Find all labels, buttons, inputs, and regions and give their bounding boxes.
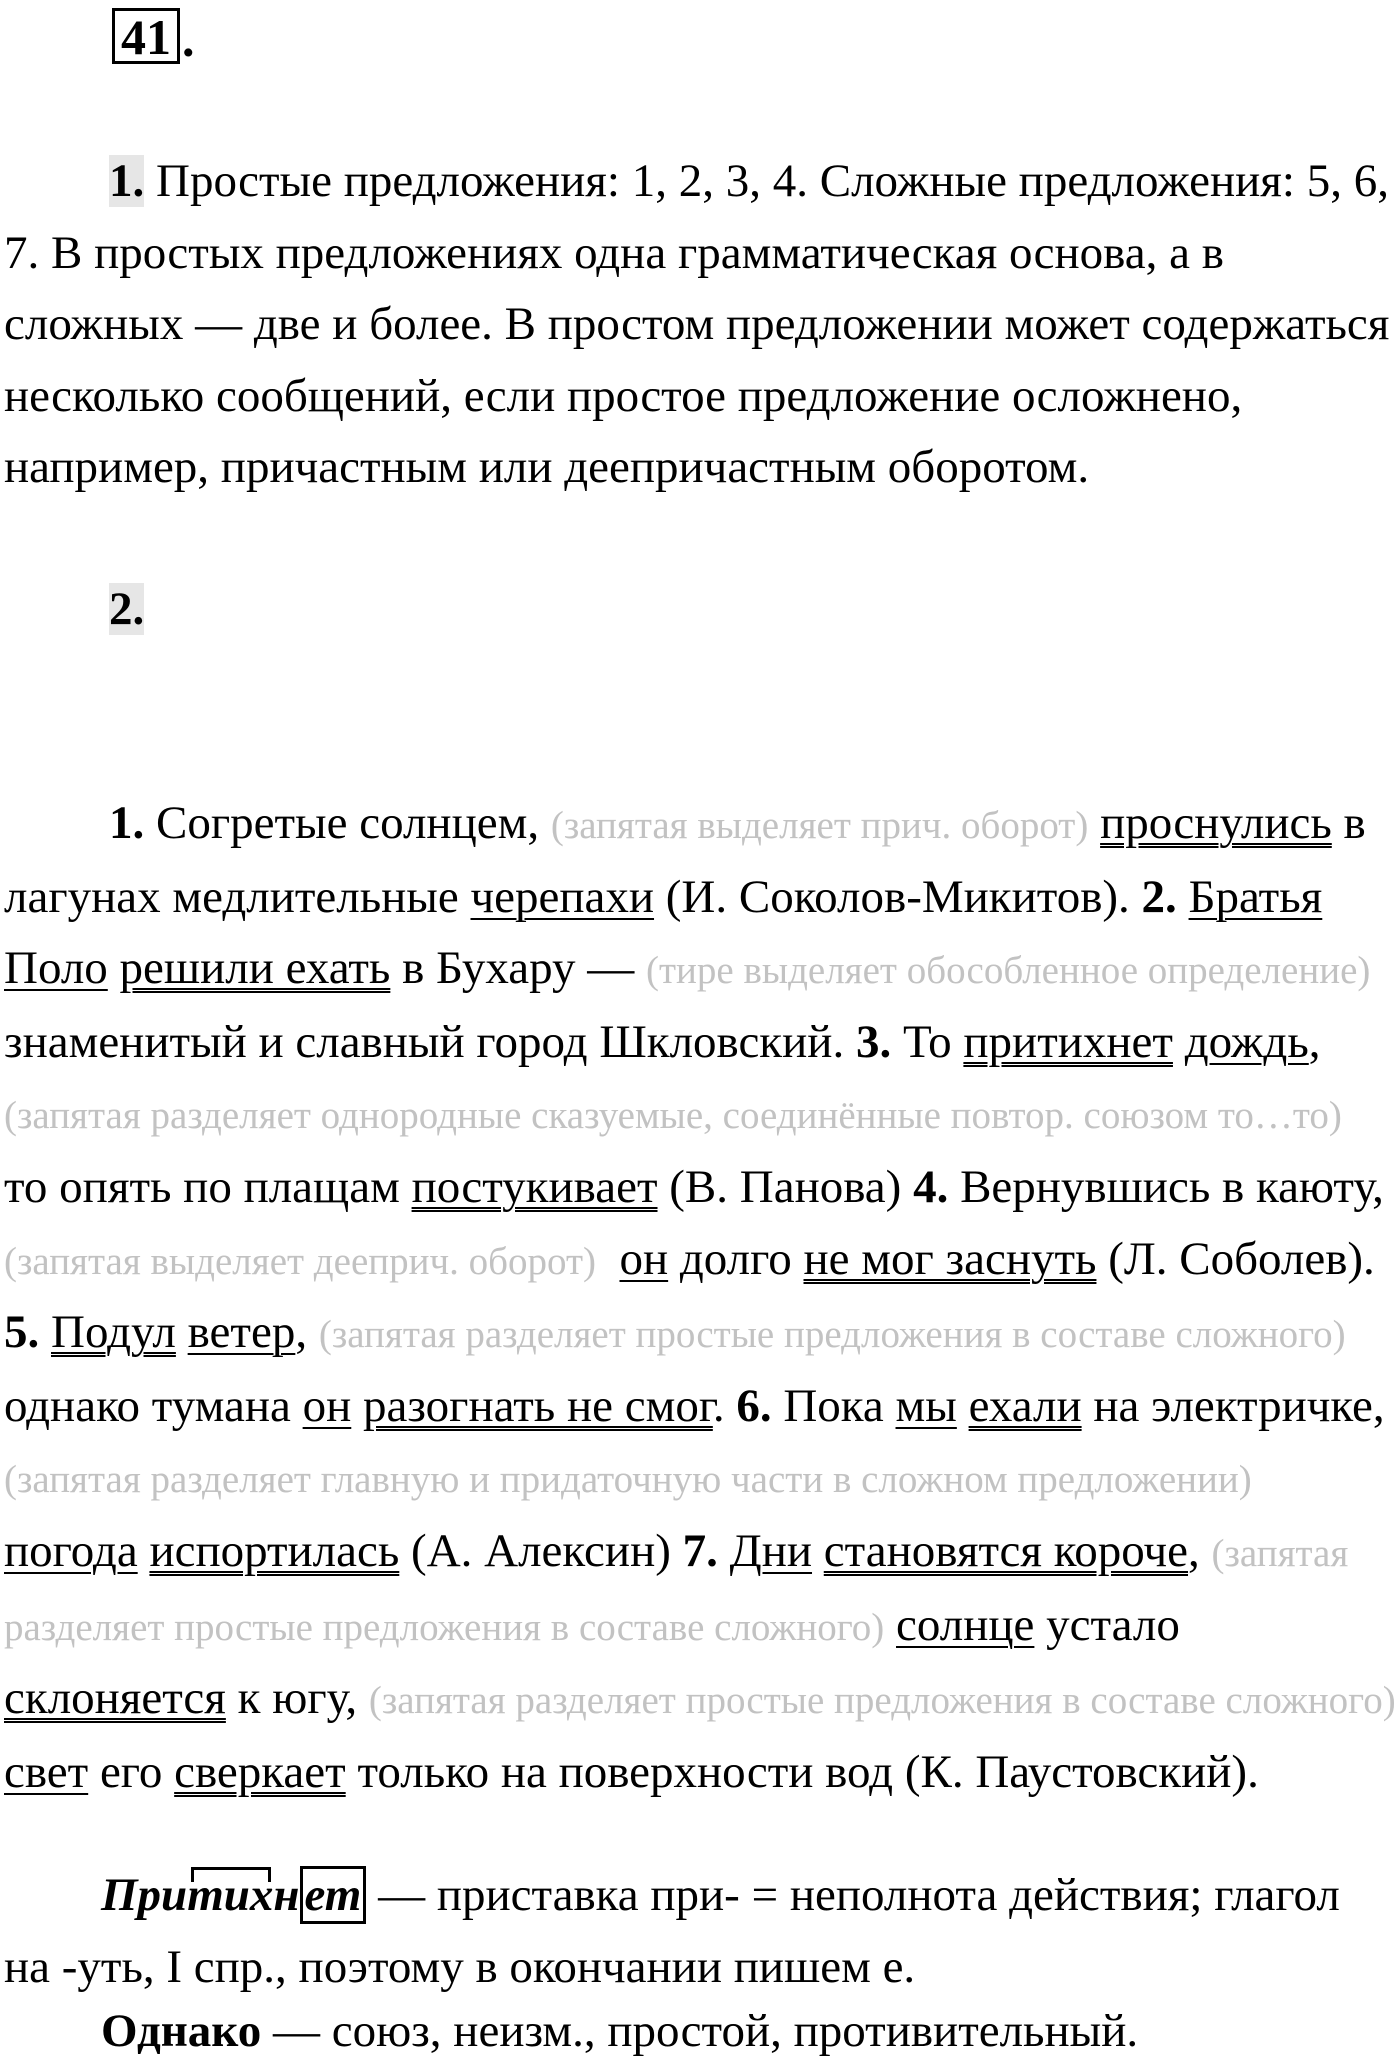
sentence-text: .: [712, 1379, 737, 1432]
word-root: тих: [187, 1869, 274, 1921]
sentence-text: на электричке,: [1081, 1379, 1385, 1432]
sentence-text: к югу,: [225, 1672, 369, 1725]
part-1-paragraph: [4, 146, 1396, 504]
punctuation-note: (запятая разделяет простые предложения в составе сложного): [318, 1313, 1346, 1357]
predicate: не мог заснуть: [803, 1232, 1097, 1285]
predicate: решили ехать: [119, 942, 391, 995]
analysis-2-paragraph: [4, 1996, 1396, 2068]
subject: мы: [895, 1379, 957, 1432]
subject: Дни: [729, 1524, 813, 1577]
sentence-text: Согретые солнцем,: [144, 797, 551, 849]
subject: дождь: [1184, 1015, 1309, 1068]
part-1-text: Простые предложения: 1, 2, 3, 4. Сложные предложения: 5, 6, 7. В простых предложениях одна грамматическая основа, а в сложных — две и более. В простом предложении может содержаться несколько сообщений, если простое предложение осложнено, например, причастным или деепричастным оборотом.: [4, 155, 1390, 494]
sentence-text: ,: [1188, 1524, 1212, 1577]
predicate: становятся короче: [823, 1524, 1189, 1577]
punctuation-note: (запятая выделяет прич. оборот): [550, 804, 1089, 847]
exercise-number-dot: .: [182, 11, 195, 67]
sentence-text: только на поверхности вод (К. Паустовский).: [345, 1745, 1259, 1798]
punctuation-note: (тире выделяет обособленное определение): [645, 949, 1371, 993]
sentence-text: однако тумана: [4, 1379, 303, 1432]
part-1-marker: 1.: [109, 155, 145, 207]
subject: погода: [4, 1524, 138, 1577]
sentence-text: ,: [295, 1306, 319, 1359]
sentence-text: устало: [1034, 1598, 1180, 1651]
sentence-7-number: 7.: [682, 1524, 718, 1577]
sentence-text: его: [88, 1745, 175, 1798]
sentence-4-number: 4.: [913, 1160, 949, 1213]
sentences-block: [4, 788, 1396, 1808]
predicate: ехали: [968, 1379, 1082, 1432]
exercise-number-box: 41: [112, 8, 180, 64]
analysis-2-word: Однако: [101, 2005, 262, 2057]
word-suffix: н: [273, 1869, 300, 1921]
predicate: разогнать не смог: [363, 1379, 713, 1432]
predicate: постукивает: [411, 1160, 658, 1213]
punctuation-note: (запятая разделяет главную и придаточную части в сложном предложении): [4, 1458, 1252, 1502]
morphemic-word: [101, 1866, 366, 1924]
punctuation-note: (запятая разделяет простые предложения в составе сложного): [368, 1679, 1396, 1723]
sentence-3-number: 3.: [855, 1015, 892, 1068]
sentence-text: (Л. Соболев).: [1096, 1232, 1375, 1285]
sentence-text: то опять по плащам: [4, 1160, 412, 1213]
sentence-text: Пока: [771, 1379, 896, 1432]
subject: свет: [4, 1745, 89, 1798]
predicate: Подул: [51, 1306, 176, 1359]
punctuation-note: (запятая разделяет однородные сказуемые, соединённые повтор. союзом то…то): [4, 1094, 1342, 1138]
exercise-number: [112, 8, 195, 67]
subject: он: [302, 1379, 352, 1432]
sentence-text: Вернувшись в каюту,: [948, 1160, 1384, 1213]
sentence-text: (В. Панова): [657, 1160, 914, 1213]
subject: солнце: [896, 1598, 1035, 1651]
predicate: склоняется: [4, 1672, 226, 1725]
subject: он: [619, 1232, 669, 1285]
sentence-5-number: 5.: [4, 1306, 40, 1359]
sentence-6-number: 6.: [736, 1379, 772, 1432]
predicate: испортилась: [149, 1524, 400, 1577]
part-2-heading: [4, 574, 1396, 646]
predicate: притихнет: [963, 1015, 1173, 1068]
punctuation-note: (запятая выделяет дееприч. оборот): [4, 1239, 596, 1283]
sentence-text: (И. Соколов-Микитов).: [654, 870, 1142, 923]
sentence-1-number: 1.: [109, 797, 145, 849]
sentence-text: (А. Алексин): [399, 1524, 683, 1577]
sentence-text: То: [891, 1015, 964, 1068]
predicate: сверкает: [174, 1745, 346, 1798]
analysis-1-paragraph: [4, 1860, 1396, 2003]
analysis-2-text: — союз, неизм., простой, противительный.: [261, 2005, 1139, 2057]
part-2-marker: 2.: [109, 583, 145, 635]
subject: ветер: [187, 1306, 296, 1359]
sentence-text: долго: [668, 1232, 804, 1285]
word-ending: ет: [300, 1866, 367, 1924]
word-prefix: При: [101, 1869, 188, 1921]
sentence-text: ,: [1308, 1015, 1321, 1068]
sentence-2-number: 2.: [1141, 870, 1177, 923]
punctuation-note: (запятая разделяет простые предложения в составе сложного): [4, 1531, 1349, 1649]
subject: Братья Поло: [4, 870, 1323, 995]
sentence-text: в Бухару —: [390, 942, 646, 995]
analysis-1-text: — приставка при- = неполнота действия; глагол на -уть, I спр., поэтому в окончании пишем е.: [4, 1869, 1340, 1993]
sentence-text: в лагунах медлительные: [4, 797, 1366, 923]
subject: черепахи: [470, 870, 655, 923]
sentence-text: знаменитый и славный город Шкловский.: [4, 1015, 856, 1068]
predicate: проснулись: [1100, 797, 1332, 849]
